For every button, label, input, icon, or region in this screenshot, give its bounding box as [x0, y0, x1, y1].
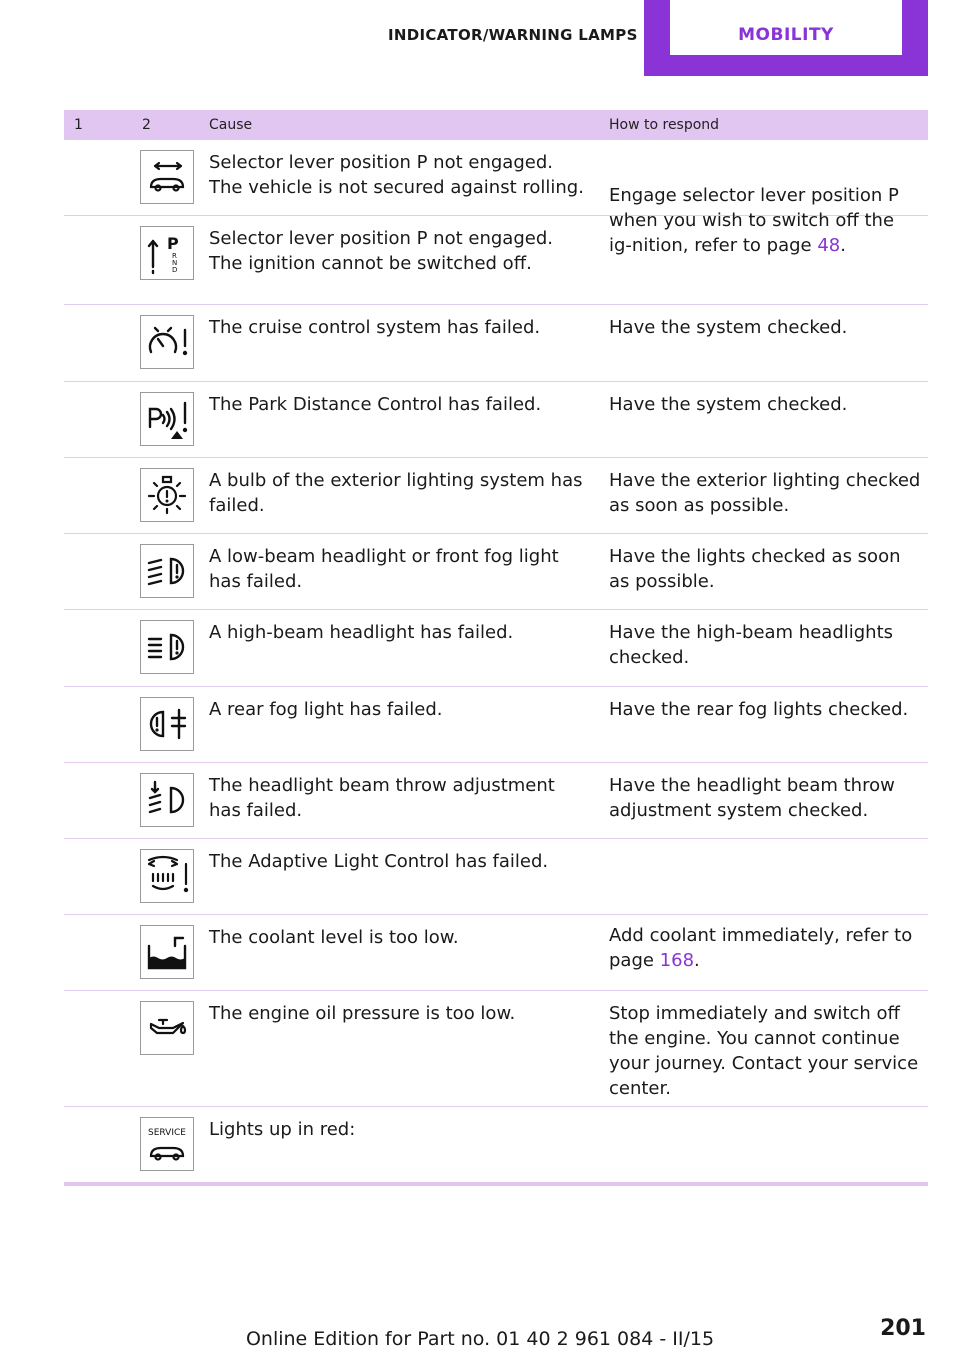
- service-vehicle-icon: [140, 1117, 194, 1171]
- cruise-control-fault-icon: [140, 315, 194, 369]
- respond-text-body: Add coolant immediately, refer to page: [609, 925, 913, 971]
- table-row: [64, 305, 928, 382]
- exterior-bulb-fault-icon: [140, 468, 194, 522]
- low-beam-fault-icon: [140, 544, 194, 598]
- cause-text: The Park Distance Control has failed.: [209, 394, 542, 415]
- cause-text: The coolant level is too low.: [209, 927, 459, 948]
- respond-text: Have the system checked.: [609, 394, 848, 415]
- table-row: [64, 763, 928, 839]
- coolant-level-icon: [140, 925, 194, 979]
- chapter-tab-label: MOBILITY: [670, 0, 902, 55]
- chapter-tab[interactable]: [644, 0, 928, 76]
- page-link-48[interactable]: 48: [817, 235, 841, 256]
- respond-text: Stop immediately and switch off the engine. You cannot continue your journey. Contact your service center.: [609, 1003, 919, 1099]
- cause-text: A high-beam headlight has failed.: [209, 622, 514, 643]
- page-number: 201: [880, 1316, 926, 1341]
- table-row: [64, 1107, 928, 1183]
- respond-text-coolant: [609, 923, 921, 973]
- respond-text: Have the lights checked as soon as possible.: [609, 546, 901, 592]
- prnd-letter-d: D: [172, 266, 178, 274]
- cause-text: The engine oil pressure is too low.: [209, 1003, 516, 1024]
- indicator-table: [64, 110, 928, 1183]
- col-header-cause: Cause: [209, 117, 253, 133]
- cause-text: A rear fog light has failed.: [209, 699, 443, 720]
- table-row: [64, 185, 928, 305]
- selector-lever-prnd-icon: [140, 226, 194, 280]
- cause-text: Selector lever position P not engaged. The vehicle is not secured against rolling.: [209, 152, 584, 198]
- service-icon-text: SERVICE: [148, 1128, 186, 1138]
- cause-text: A bulb of the exterior lighting system has failed.: [209, 470, 583, 516]
- table-row: [64, 991, 928, 1107]
- cause-text: The Adaptive Light Control has failed.: [209, 851, 549, 872]
- respond-text-end: .: [694, 950, 700, 971]
- respond-text: Have the high-beam headlights checked.: [609, 622, 894, 668]
- respond-text-body: Engage selector lever position P when you wish to switch off the ig‐nition, refer to page: [609, 185, 899, 256]
- table-row: [64, 458, 928, 534]
- respond-text: Have the system checked.: [609, 317, 848, 338]
- page-link-168[interactable]: 168: [659, 950, 695, 971]
- table-row: [64, 610, 928, 687]
- table-header: [64, 110, 928, 140]
- table-row: [64, 534, 928, 610]
- prnd-letter-n: N: [172, 259, 178, 267]
- prnd-letter-p: P: [167, 234, 179, 253]
- oil-pressure-icon: [140, 1001, 194, 1055]
- col-header-1: 1: [74, 117, 83, 133]
- respond-text: Have the exterior lighting checked as soon as possible.: [609, 470, 921, 516]
- adaptive-light-fault-icon: [140, 849, 194, 903]
- table-row: [64, 839, 928, 915]
- table-bottom-rule: [64, 1182, 928, 1186]
- cause-text: The cruise control system has failed.: [209, 317, 541, 338]
- beam-throw-fault-icon: [140, 773, 194, 827]
- respond-text: Have the rear fog lights checked.: [609, 699, 909, 720]
- rear-fog-fault-icon: [140, 697, 194, 751]
- table-row: [64, 687, 928, 763]
- col-header-respond: How to respond: [609, 117, 720, 133]
- section-title: INDICATOR/WARNING LAMPS: [388, 26, 638, 44]
- prnd-letter-r: R: [172, 252, 177, 260]
- respond-text: Have the headlight beam throw adjustment system checked.: [609, 775, 895, 821]
- col-header-2: 2: [142, 117, 151, 133]
- respond-text-selector: [609, 183, 921, 258]
- table-row: [64, 915, 928, 991]
- park-distance-control-fault-icon: [140, 392, 194, 446]
- cause-text: Selector lever position P not engaged. The ignition cannot be switched off.: [209, 228, 553, 274]
- high-beam-fault-icon: [140, 620, 194, 674]
- cause-text: The headlight beam throw adjustment has failed.: [209, 775, 555, 821]
- table-row: [64, 382, 928, 458]
- edition-footer: Online Edition for Part no. 01 40 2 961 084 - II/15: [245, 1328, 715, 1350]
- cause-text: Lights up in red:: [209, 1119, 356, 1140]
- cause-text: A low-beam headlight or front fog light has failed.: [209, 546, 559, 592]
- respond-text-end: .: [840, 235, 846, 256]
- selector-lever-vehicle-icon: [140, 150, 194, 204]
